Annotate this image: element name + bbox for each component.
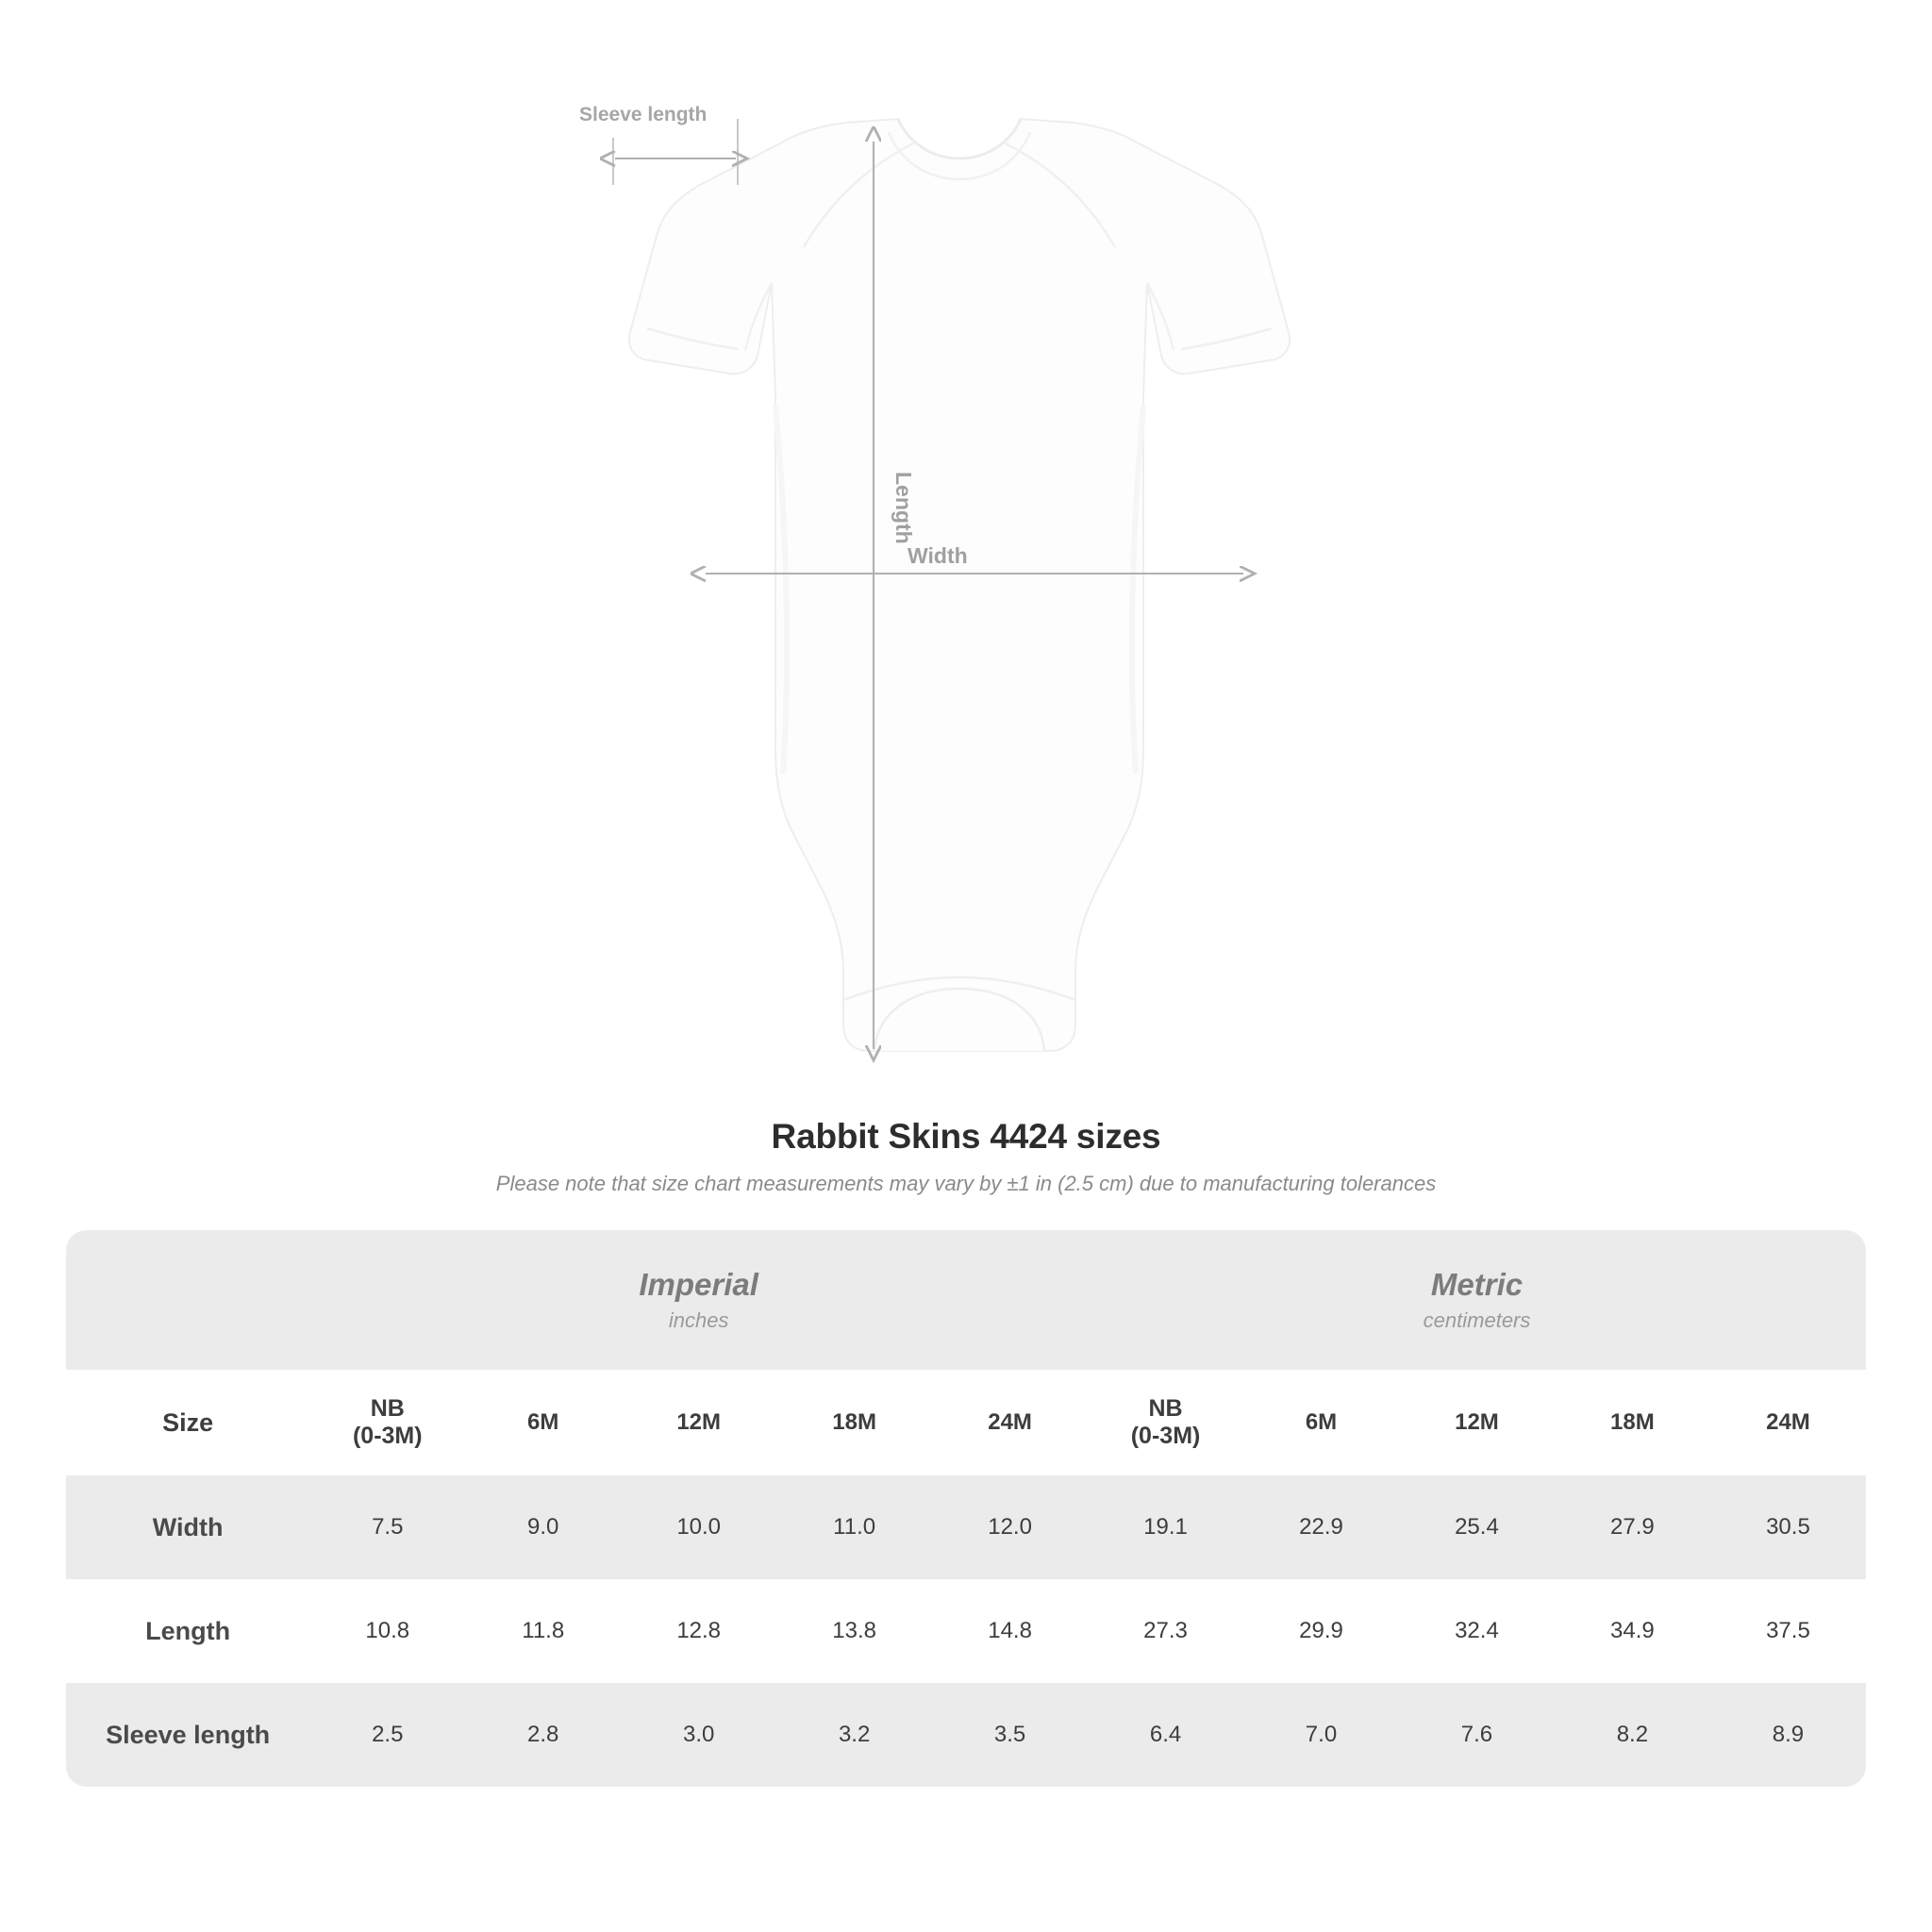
column-header-size: Size: [66, 1370, 309, 1475]
width-label: Width: [908, 543, 968, 568]
row-label-length: Length: [66, 1579, 309, 1683]
system-name-metric: Metric: [1430, 1267, 1524, 1303]
cell-sleeve-metric-6m: 7.0: [1243, 1683, 1399, 1787]
column-header-metric-6m: 6M: [1243, 1370, 1399, 1475]
tolerance-note: Please note that size chart measurements may vary by ±1 in (2.5 cm) due to manufacturing tolerances: [495, 1172, 1437, 1195]
cell-width-metric-24m: 30.5: [1710, 1475, 1866, 1579]
column-header-metric-24m: 24M: [1710, 1370, 1866, 1475]
system-unit-imperial: inches: [668, 1307, 729, 1332]
cell-length-imperial-18m: 13.8: [776, 1579, 932, 1683]
cell-width-metric-nb: 19.1: [1088, 1475, 1243, 1579]
cell-width-imperial-18m: 11.0: [776, 1475, 932, 1579]
table-row: [66, 1475, 1866, 1579]
column-header-imperial-18m: 18M: [776, 1370, 932, 1475]
column-header-imperial-24m: 24M: [932, 1370, 1088, 1475]
system-header-metric: [1088, 1230, 1866, 1370]
size-table-wrap: [66, 1230, 1866, 1787]
column-header-row: [66, 1370, 1866, 1475]
cell-length-metric-nb: 27.3: [1088, 1579, 1243, 1683]
row-label-sleeve-length: Sleeve length: [66, 1683, 309, 1787]
cell-width-metric-18m: 27.9: [1555, 1475, 1710, 1579]
system-unit-metric: centimeters: [1423, 1307, 1531, 1332]
cell-length-imperial-6m: 11.8: [465, 1579, 621, 1683]
cell-width-metric-6m: 22.9: [1243, 1475, 1399, 1579]
cell-length-metric-18m: 34.9: [1555, 1579, 1710, 1683]
title-block: [0, 1117, 1932, 1196]
cell-width-imperial-24m: 12.0: [932, 1475, 1088, 1579]
cell-sleeve-imperial-12m: 3.0: [621, 1683, 776, 1787]
system-name-imperial: Imperial: [639, 1267, 758, 1303]
cell-length-metric-12m: 32.4: [1399, 1579, 1555, 1683]
cell-sleeve-metric-24m: 8.9: [1710, 1683, 1866, 1787]
column-header-imperial-6m: 6M: [465, 1370, 621, 1475]
cell-sleeve-metric-12m: 7.6: [1399, 1683, 1555, 1787]
cell-width-imperial-12m: 10.0: [621, 1475, 776, 1579]
sleeve-length-dimension: [579, 104, 738, 185]
system-header-row: [66, 1230, 1866, 1370]
row-label-width: Width: [66, 1475, 309, 1579]
page-title: Rabbit Skins 4424 sizes: [771, 1117, 1161, 1156]
column-header-imperial-nb-label: NB: [370, 1395, 405, 1422]
cell-sleeve-imperial-nb: 2.5: [309, 1683, 465, 1787]
column-header-imperial-12m: 12M: [621, 1370, 776, 1475]
length-label: Length: [891, 472, 916, 544]
cell-sleeve-metric-18m: 8.2: [1555, 1683, 1710, 1787]
column-header-metric-nb-sub: (0-3M): [1130, 1423, 1201, 1449]
bodysuit-shape: [629, 119, 1290, 1051]
column-header-metric-nb-label: NB: [1148, 1395, 1183, 1422]
table-row: [66, 1579, 1866, 1683]
column-header-imperial-nb-sub: (0-3M): [352, 1423, 423, 1449]
column-header-metric-18m: 18M: [1555, 1370, 1710, 1475]
cell-length-imperial-24m: 14.8: [932, 1579, 1088, 1683]
cell-sleeve-metric-nb: 6.4: [1088, 1683, 1243, 1787]
cell-length-metric-24m: 37.5: [1710, 1579, 1866, 1683]
cell-width-imperial-nb: 7.5: [309, 1475, 465, 1579]
system-header-spacer: [66, 1230, 309, 1370]
cell-width-imperial-6m: 9.0: [465, 1475, 621, 1579]
cell-length-metric-6m: 29.9: [1243, 1579, 1399, 1683]
system-header-imperial: [309, 1230, 1088, 1370]
cell-sleeve-imperial-24m: 3.5: [932, 1683, 1088, 1787]
size-table: [66, 1230, 1866, 1787]
cell-width-metric-12m: 25.4: [1399, 1475, 1555, 1579]
column-header-metric-12m: 12M: [1399, 1370, 1555, 1475]
column-header-metric-nb: [1088, 1370, 1243, 1475]
column-header-imperial-nb: [309, 1370, 465, 1475]
cell-sleeve-imperial-18m: 3.2: [776, 1683, 932, 1787]
sleeve-length-label: Sleeve length: [579, 104, 708, 125]
cell-length-imperial-nb: 10.8: [309, 1579, 465, 1683]
table-row: [66, 1683, 1866, 1787]
cell-sleeve-imperial-6m: 2.8: [465, 1683, 621, 1787]
cell-length-imperial-12m: 12.8: [621, 1579, 776, 1683]
